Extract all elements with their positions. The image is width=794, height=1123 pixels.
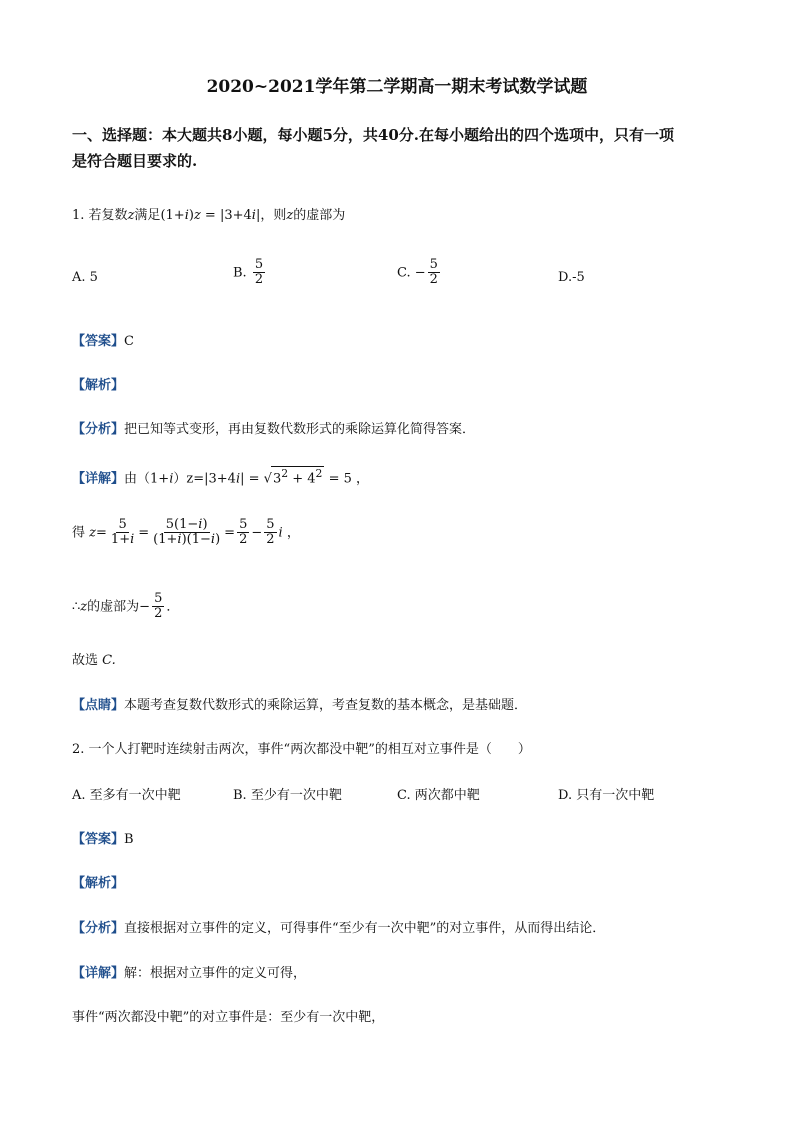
q1-stem-suffix: 的虚部为 <box>293 208 346 223</box>
q1-answer: 【答案】C <box>72 334 134 349</box>
q1-derivation: 得 z= $\frac{5}{1+i}$ = $\frac{5(1-i)}{(1+i)(1-i)}$ = $\frac{5}{2}$ − $\frac{5}{2}$ i ， <box>72 517 300 548</box>
q1-stem-mid1: 满足 <box>134 208 161 223</box>
section-heading-line2: 是符合题目要求的. <box>72 152 198 170</box>
q1-conclusion: ∴z的虚部为− $\frac{5}{2}$ ． <box>72 591 180 622</box>
q1-choose: 故选 C. <box>72 653 116 668</box>
q2-option-c: C. 两次都中靶 <box>397 788 480 803</box>
q1-analysis-tag: 【解析】 <box>72 378 125 393</box>
q1-fenxi: 【分析】把已知等式变形，再由复数代数形式的乘除运算化简得答案． <box>72 422 476 437</box>
q2-analysis-tag: 【解析】 <box>72 876 125 891</box>
q1-option-b: B. $\frac{5}{2}$ <box>233 257 264 288</box>
q1-detail: 【详解】由$(1+i)z=|3+4i| = √3^2 + 4^2 = 5$ ， <box>72 467 370 487</box>
q2-fenxi: 【分析】直接根据对立事件的定义，可得事件“至少有一次中靶”的对立事件，从而得出结论． <box>72 921 606 936</box>
q2-answer: 【答案】B <box>72 832 134 847</box>
q2-option-b: B. 至少有一次中靶 <box>233 788 342 803</box>
q2-detail: 【详解】解：根据对立事件的定义可得， <box>72 966 307 981</box>
q1-stem-mid2: ，则 <box>260 208 287 223</box>
section-heading-line1: 一、选择题：本大题共8小题，每小题5分，共40分.在每小题给出的四个选项中，只有一项 <box>72 126 674 144</box>
q1-stem: 1. 若复数z满足(1+i)z = |3+4i|，则z的虚部为 <box>72 208 346 223</box>
page-title: 2020~2021学年第二学期高一期末考试数学试题 <box>206 77 588 97</box>
q2-option-d: D. 只有一次中靶 <box>558 788 655 803</box>
q1-option-a: A. 5 <box>72 270 98 285</box>
section-heading <box>72 122 674 174</box>
q1-number: 1. <box>72 208 85 223</box>
q1-option-c-fraction: $\frac{5}{2}$ <box>429 257 438 288</box>
q1-option-d: D.-5 <box>558 270 585 285</box>
q1-comment: 【点睛】本题考查复数代数形式的乘除运算，考查复数的基本概念，是基础题． <box>72 698 528 713</box>
q1-option-b-fraction: $\frac{5}{2}$ <box>254 257 264 288</box>
q2-option-a: A. 至多有一次中靶 <box>72 788 181 803</box>
q1-stem-prefix: 若复数 <box>88 208 128 223</box>
q2-detail2: 事件“两次都没中靶”的对立事件是：至少有一次中靶， <box>72 1010 385 1025</box>
q2-stem: 2. 一个人打靶时连续射击两次，事件“两次都没中靶”的相互对立事件是（ ） <box>72 742 531 757</box>
q1-option-c: C. − $\frac{5}{2}$ <box>397 257 438 288</box>
